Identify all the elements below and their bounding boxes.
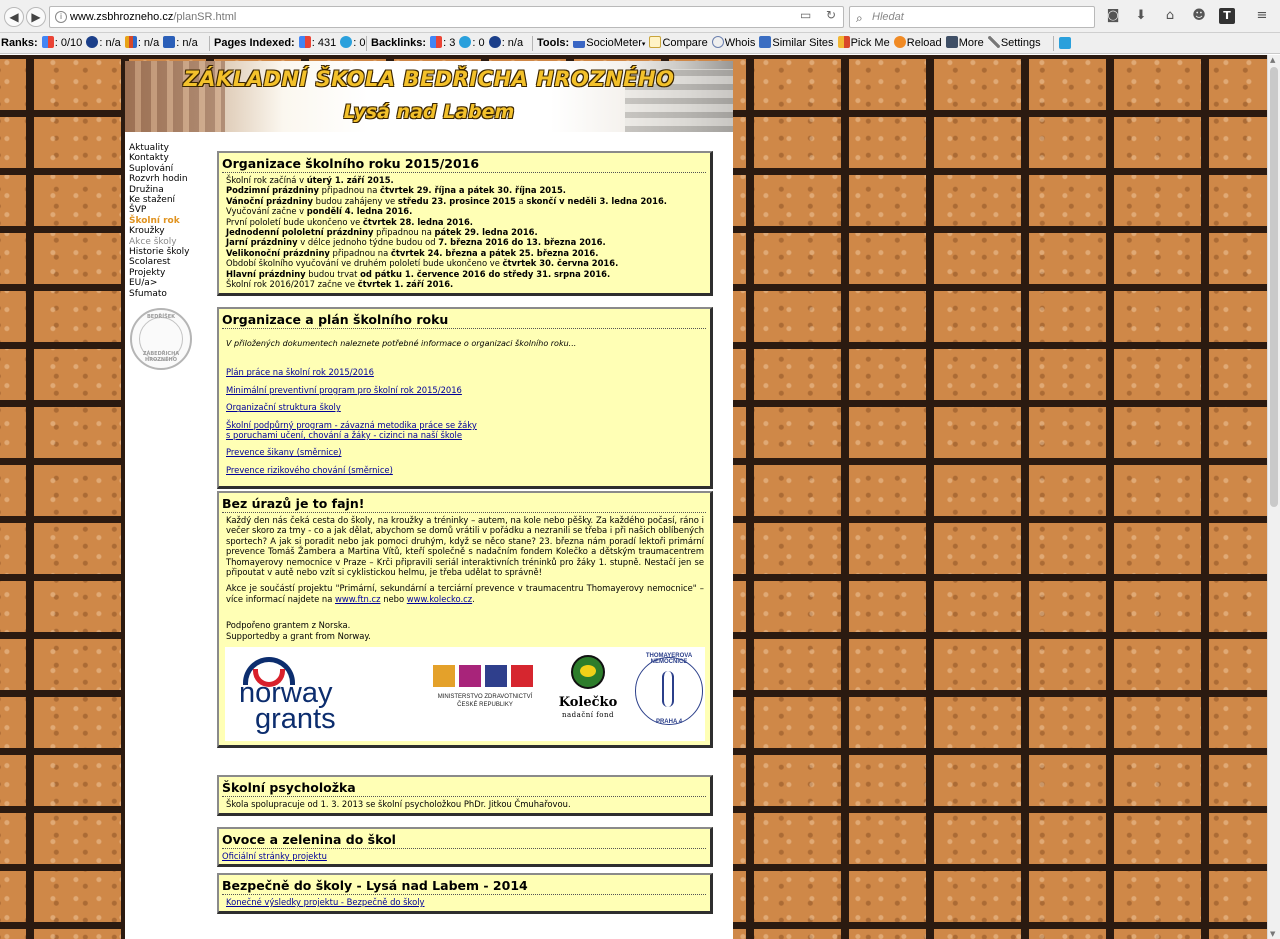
google-icon <box>42 36 54 48</box>
tool-settings[interactable]: Settings <box>1000 37 1041 49</box>
seoquake-logo-icon[interactable] <box>1059 37 1071 49</box>
scrollbar-thumb[interactable] <box>1270 67 1278 507</box>
organizace-text: Školní rok začíná v <box>226 175 307 185</box>
norway-logo-word-2: grants <box>255 703 336 736</box>
organizace-date-bold: čtvrtek 29. října a pátek 30. října 2015. <box>380 185 566 196</box>
pages-indexed-google-value[interactable]: : 431 <box>311 37 337 49</box>
menu-item[interactable]: Družina <box>129 184 164 195</box>
organizace-date-bold: pátek 29. ledna 2016. <box>434 227 538 238</box>
organizace-date-bold: Podzimní prázdniny <box>226 185 320 196</box>
organizace-text: Školní rok 2016/2017 začne ve <box>226 279 358 290</box>
organizace-box <box>217 151 713 296</box>
tools-label: Tools: <box>537 37 570 49</box>
stamp-text-top: BEDŘÍŠEK <box>147 314 175 320</box>
bing-icon <box>340 36 352 48</box>
organizace-line <box>226 185 706 195</box>
plan-document-link[interactable] <box>226 447 342 457</box>
sociometer-icon <box>573 36 585 48</box>
toolbar-separator <box>209 36 210 51</box>
backlinks-alexa-value[interactable]: : n/a <box>501 37 524 49</box>
tool-pick-me[interactable]: Pick Me <box>850 37 890 49</box>
plan-link-text: s poruchami učení, chování a žáky - cizinci na naší škole <box>226 430 462 441</box>
menu-item[interactable]: Školní rok <box>129 215 180 226</box>
ovoce-link[interactable]: Oficiální stránky projektu <box>222 851 327 861</box>
organizace-line <box>226 258 706 268</box>
tools-group: Tools: SocioMeter▾ Compare Whois Similar Sites Pick Me Reload More Settings <box>537 37 1041 49</box>
plan-link-item <box>226 385 706 395</box>
menu-item[interactable]: Akce školy <box>129 236 177 247</box>
chat-icon[interactable]: ☻ <box>1192 8 1206 23</box>
plan-link-item <box>226 402 706 412</box>
organizace-line <box>226 269 706 279</box>
url-path: /planSR.html <box>173 11 237 23</box>
sponsor-logos <box>225 647 705 741</box>
hamburger-menu-icon[interactable]: ≡ <box>1256 8 1268 23</box>
google-icon <box>430 36 442 48</box>
organizace-text: v délce jednoho týdne budou od <box>297 237 439 248</box>
tool-compare[interactable]: Compare <box>662 37 708 49</box>
header-banner <box>125 61 733 132</box>
toolbar-separator <box>1053 36 1054 51</box>
organizace-line <box>226 196 706 206</box>
thomayer-hospital-logo <box>631 653 705 733</box>
organizace-title: Organizace školního roku 2015/2016 <box>222 156 706 173</box>
plan-link-text: Plán práce na školní rok 2015/2016 <box>226 367 374 378</box>
pocket-icon[interactable]: ◙ <box>1106 8 1120 23</box>
bing-icon <box>459 36 471 48</box>
ovoce-body <box>222 851 706 861</box>
menu-item[interactable]: Historie školy <box>129 247 190 258</box>
pages-indexed-group <box>214 33 366 53</box>
settings-icon <box>988 36 1000 48</box>
seo-toolbar <box>0 33 1280 54</box>
mz-caption-line-2: ČESKÉ REPUBLIKY <box>457 701 513 708</box>
organizace-line <box>226 206 706 216</box>
bezpecne-link[interactable]: Konečné výsledky projektu - Bezpečně do školy <box>226 897 425 907</box>
plan-document-link[interactable] <box>226 367 374 377</box>
psych-text: Škola spolupracuje od 1. 3. 2013 se školní psycholožkou PhDr. Jitkou Čmuhařovou. <box>226 799 571 809</box>
url-domain: www.zsbhrozneho.cz <box>70 11 174 23</box>
ranks-alexa-value[interactable]: : n/a <box>99 37 121 49</box>
plan-link-text: Prevence rizikového chování (směrnice) <box>226 464 393 475</box>
organizace-date-bold: čtvrtek 24. března a pátek 25. března 2016. <box>390 247 599 258</box>
bezpecne-box <box>217 873 713 914</box>
pick-me-icon <box>838 36 850 48</box>
thomayer-text-bottom: PRAHA 4 <box>655 719 683 726</box>
pages-indexed-label: Pages Indexed: <box>214 37 295 49</box>
menu-item[interactable]: Kroužky <box>129 226 165 237</box>
extension-t-icon[interactable]: T <box>1219 8 1235 24</box>
tool-whois[interactable]: Whois <box>724 37 756 49</box>
mz-caption-line-1: MINISTERSTVO ZDRAVOTNICTVÍ <box>437 694 533 701</box>
tool-similar-sites[interactable]: Similar Sites <box>772 37 834 49</box>
organizace-date-bold: 7. března 2016 do 13. března 2016. <box>438 237 606 248</box>
organizace-date-bold: čtvrtek 1. září 2016. <box>357 279 454 290</box>
plan-link-item <box>226 465 706 475</box>
organizace-date-bold: čtvrtek 30. června 2016. <box>502 258 619 269</box>
grant-text-cz: Podpořeno grantem z Norska. <box>226 620 351 631</box>
plan-link-text: Organizační struktura školy <box>226 402 341 413</box>
info-icon[interactable]: i <box>55 11 67 23</box>
back-button[interactable]: ◀ <box>4 7 24 27</box>
norway-logo-word-1: norway <box>239 677 333 710</box>
organizace-date-bold: od pátku 1. července 2016 do středy 31. srpna 2016. <box>360 268 611 279</box>
ranks-group <box>1 33 198 53</box>
kolecko-mascot-icon <box>571 655 605 689</box>
organizace-date-bold: Jarní prázdniny <box>226 237 298 248</box>
school-title: ZÁKLADNÍ ŠKOLA BEDŘICHA HROZNÉHO <box>183 67 675 91</box>
plan-link-item <box>226 447 706 457</box>
urazy-p2-text: Akce je součástí projektu "Primární, sekundární a terciární prevence v traumacentru Thomayerovy nemocnice" – více informací najdete na <box>226 583 704 604</box>
organizace-date-bold: Velikonoční prázdniny <box>226 247 330 258</box>
bezpecne-title: Bezpečně do školy - Lysá nad Labem - 2014 <box>222 878 706 895</box>
organizace-date-bold: úterý 1. září 2015. <box>306 175 394 185</box>
organizace-text: a <box>515 195 527 206</box>
ftn-link[interactable]: www.ftn.cz <box>335 593 381 604</box>
backlinks-group <box>371 33 523 53</box>
page-content <box>125 61 733 939</box>
organizace-text: budou zahájeny ve <box>313 195 398 206</box>
mz-block-icon <box>511 665 533 687</box>
mz-caption <box>433 694 537 709</box>
menu-item[interactable]: Ke stažení <box>129 195 176 206</box>
organizace-line <box>226 237 706 247</box>
plan-link-item <box>226 420 706 441</box>
urazy-p2-end: . <box>472 593 475 604</box>
school-stamp-logo <box>130 308 192 370</box>
plan-box <box>217 307 713 489</box>
whois-icon <box>712 36 724 48</box>
menu-item[interactable]: Projekty <box>129 267 166 278</box>
plan-link-text: Minimální preventivní program pro školní rok 2015/2016 <box>226 384 462 395</box>
thomayer-text-top: THOMAYEROVA NEMOCNICE <box>645 653 693 666</box>
search-placeholder: Hledat <box>872 11 904 23</box>
plan-body <box>222 339 706 475</box>
backlinks-label: Backlinks: <box>371 37 427 49</box>
ovoce-box <box>217 827 713 867</box>
ranks-compete-value[interactable]: : n/a <box>137 37 160 49</box>
search-input[interactable] <box>849 6 1095 28</box>
page-viewport <box>0 55 1267 939</box>
menu-item[interactable]: Suplování <box>129 163 174 174</box>
toolbar-separator <box>366 36 367 51</box>
organizace-line <box>226 217 706 227</box>
organizace-date-bold: skončí v neděli 3. ledna 2016. <box>526 195 667 206</box>
mz-block-icon <box>485 665 507 687</box>
side-menu <box>129 143 207 299</box>
ovoce-title: Ovoce a zelenina do škol <box>222 832 706 849</box>
grant-text-en: Supportedby a grant from Norway. <box>226 630 371 641</box>
urazy-paragraph-2 <box>226 583 704 604</box>
tool-sociometer[interactable]: SocioMeter <box>586 37 642 49</box>
ranks-quantcast-value[interactable]: : n/a <box>176 37 198 49</box>
plan-links <box>226 367 706 475</box>
plan-link-item <box>226 367 706 377</box>
psych-box <box>217 775 713 816</box>
search-icon: ⌕ <box>856 11 863 25</box>
psych-title: Školní psycholožka <box>222 780 706 797</box>
page-scrollbar[interactable] <box>1267 55 1280 939</box>
menu-item[interactable]: Aktuality <box>129 143 169 153</box>
organizace-text: Vyučování začne v <box>226 206 307 217</box>
school-town: Lysá nad Labem <box>343 101 515 123</box>
menu-item[interactable]: Kontakty <box>129 153 169 164</box>
forward-button[interactable]: ▶ <box>26 7 46 27</box>
organizace-body <box>222 175 706 289</box>
tool-reload[interactable]: Reload <box>906 37 942 49</box>
home-icon[interactable]: ⌂ <box>1165 8 1175 23</box>
plan-link-text: Prevence šikany (směrnice) <box>226 447 342 458</box>
urazy-paragraph-1: Každý den nás čeká cesta do školy, na kroužky a tréninky – autem, na kole nebo pěšky. Za každého počasí, ráno i večer skoro za tmy - co a jak dělat, abychom se domů vrátili v pořádku a nezranili se třeba i při našich oblíbených sportech? A jak si poradit nebo jak pomoci druhým, když se něco stane? 23. března nám poradí lektoři primární prevence Tomáš Žambera a Martina Vítů, kteří společně s nadačním fondem Kolečko a dětským traumacentrem Thomayerovy nemocnice v Praze – Krči připravili seriál interaktivních tréninků pro žáky 1. stupně. Nestačí jen se připoutat v autě nebo vzít si cyklistickou helmu, je třeba udělat to správně! <box>226 515 705 578</box>
organizace-text: připadnou na <box>373 227 435 238</box>
organizace-date-bold: Vánoční prázdniny <box>226 195 314 206</box>
menu-item[interactable]: Scolarest <box>129 257 171 268</box>
organizace-line <box>226 227 706 237</box>
menu-item[interactable]: EU/a> <box>129 278 158 289</box>
alexa-icon <box>86 36 98 48</box>
ranks-label: Ranks: <box>1 37 38 49</box>
organizace-text: připadnou na <box>329 247 391 258</box>
quantcast-icon <box>163 36 175 48</box>
similar-sites-icon <box>759 36 771 48</box>
reader-view-icon[interactable]: ▭ <box>800 8 812 22</box>
plan-link-text: Školní podpůrný program - závazná metodika práce se žáky <box>226 419 477 430</box>
plan-document-link[interactable] <box>226 385 462 395</box>
alexa-icon <box>489 36 501 48</box>
urazy-title: Bez úrazů je to fajn! <box>222 496 706 513</box>
organizace-text: Období školního vyučování ve druhém pololetí bude ukončeno ve <box>226 258 503 269</box>
backlinks-bing-value[interactable]: : 0 <box>472 37 485 49</box>
norway-grants-logo <box>239 653 369 737</box>
ranks-google-value[interactable]: : 0/10 <box>54 37 83 49</box>
compete-icon <box>125 36 137 48</box>
kolecko-logo <box>555 655 621 735</box>
url-bar[interactable] <box>49 6 844 28</box>
organizace-date-bold: Jednodenní pololetní prázdniny <box>226 227 374 238</box>
organizace-date-bold: pondělí 4. ledna 2016. <box>306 206 413 217</box>
pages-indexed-bing-value[interactable]: : 0 <box>353 37 366 49</box>
tool-more[interactable]: More <box>958 37 984 49</box>
organizace-text: připadnou na <box>319 185 381 196</box>
mz-block-icon <box>433 665 455 687</box>
organizace-line <box>226 248 706 258</box>
download-icon[interactable]: ⬇ <box>1135 8 1147 23</box>
browser-navbar <box>0 0 1280 33</box>
menu-item[interactable]: ŠVP <box>129 205 147 216</box>
plan-document-link[interactable] <box>226 465 393 475</box>
google-icon <box>299 36 311 48</box>
reload-tool-icon <box>894 36 906 48</box>
urazy-box <box>217 491 713 748</box>
ministry-of-health-logo <box>433 663 537 723</box>
urazy-body <box>222 515 706 641</box>
toolbar-separator <box>532 36 533 51</box>
caduceus-icon <box>662 671 674 707</box>
plan-intro: V přiložených dokumentech naleznete potřebné informace o organizaci školního roku... <box>226 339 577 348</box>
organizace-date-bold: čtvrtek 28. ledna 2016. <box>362 216 473 227</box>
urazy-p2-mid: nebo <box>380 593 407 604</box>
scroll-down-icon[interactable]: ▼ <box>1270 930 1276 938</box>
kolecko-link[interactable]: www.kolecko.cz <box>406 593 473 604</box>
organizace-line <box>226 175 706 185</box>
organizace-text: První pololetí bude ukončeno ve <box>226 216 363 227</box>
scroll-up-icon[interactable]: ▲ <box>1270 56 1276 64</box>
reload-icon[interactable]: ↻ <box>826 8 837 22</box>
bezpecne-body <box>222 897 706 907</box>
backlinks-google-value[interactable]: : 3 <box>443 37 456 49</box>
kolecko-logo-name: Kolečko <box>558 695 618 711</box>
plan-title: Organizace a plán školního roku <box>222 312 706 329</box>
stamp-text-bottom: ZÁBEDŘICHA HROZNÉHO <box>142 351 180 363</box>
mz-block-icon <box>459 665 481 687</box>
organizace-line <box>226 279 706 289</box>
more-icon <box>946 36 958 48</box>
plan-document-link[interactable] <box>226 420 477 440</box>
menu-item[interactable]: Sfumato <box>129 288 167 299</box>
menu-item[interactable]: Rozvrh hodin <box>129 174 188 185</box>
organizace-date-bold: Hlavní prázdniny <box>226 268 306 279</box>
organizace-text: budou trvat <box>305 268 361 279</box>
compare-icon <box>649 36 661 48</box>
plan-document-link[interactable] <box>226 402 341 412</box>
kolecko-logo-sub: nadační fond <box>561 711 615 720</box>
organizace-date-bold: středu 23. prosince 2015 <box>397 195 516 206</box>
